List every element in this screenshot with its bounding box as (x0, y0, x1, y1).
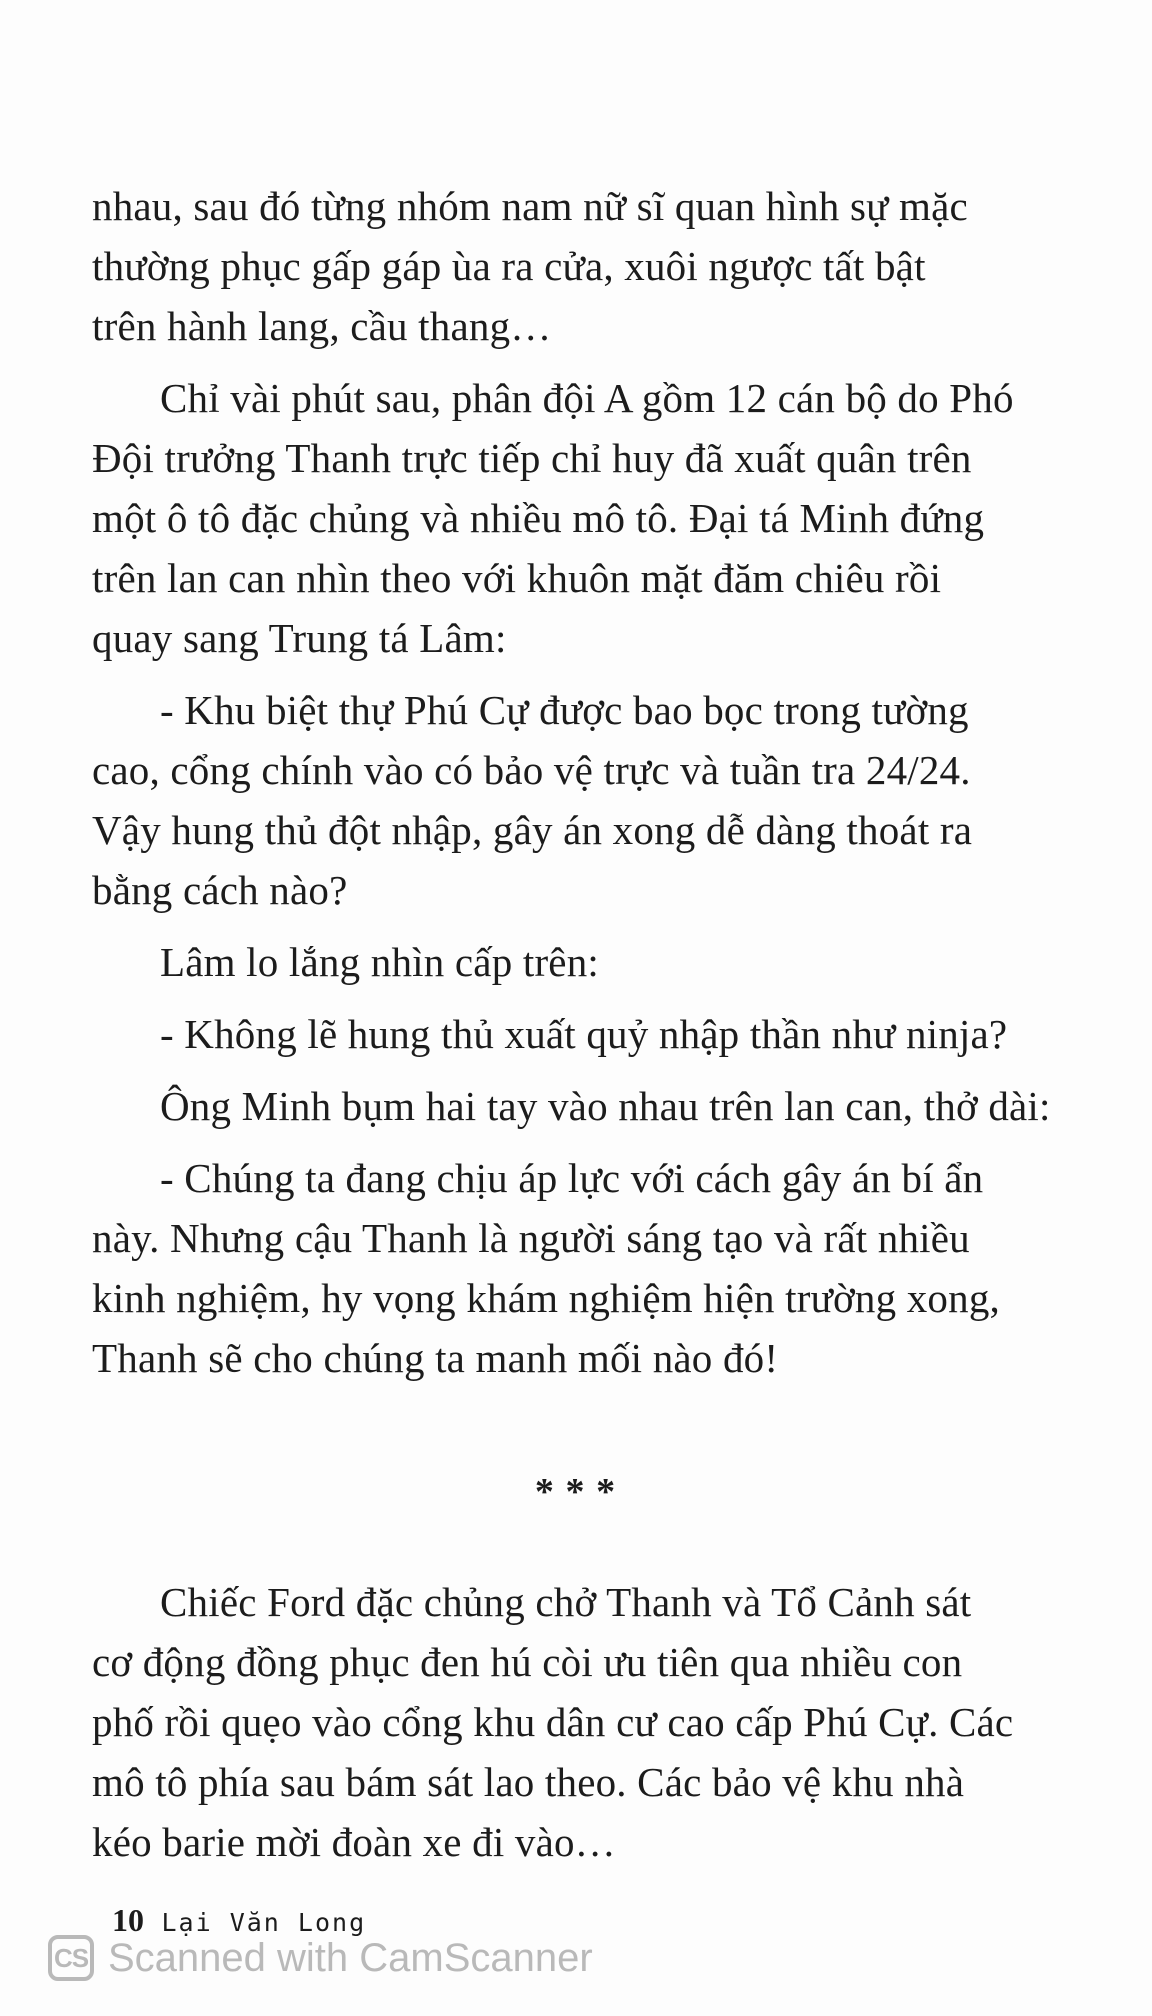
line: một ô tô đặc chủng và nhiều mô tô. Đại tá Minh đứng (92, 495, 985, 541)
line: - Không lẽ hung thủ xuất quỷ nhập thần như ninja? (160, 1011, 1008, 1057)
paragraph-5 (92, 1004, 1058, 1064)
paragraph-8 (92, 1572, 1058, 1872)
line: kéo barie mời đoàn xe đi vào… (92, 1819, 616, 1865)
line: Thanh sẽ cho chúng ta manh mối nào đó! (92, 1335, 779, 1381)
line: Chiếc Ford đặc chủng chở Thanh và Tổ Cảnh sát (160, 1579, 972, 1625)
line: cao, cổng chính vào có bảo vệ trực và tuần tra 24/24. (92, 747, 971, 793)
line: trên hành lang, cầu thang… (92, 303, 552, 349)
scene-separator: * * * (534, 1471, 618, 1513)
line: trên lan can nhìn theo với khuôn mặt đăm chiêu rồi (92, 555, 942, 601)
line: bằng cách nào? (92, 867, 348, 913)
page-number: 10 (112, 1902, 144, 1938)
line: - Khu biệt thự Phú Cự được bao bọc trong tường (160, 687, 969, 733)
line: cơ động đồng phục đen hú còi ưu tiên qua nhiều con (92, 1639, 963, 1685)
line: phố rồi quẹo vào cổng khu dân cư cao cấp Phú Cự. Các (92, 1699, 1014, 1745)
paragraph-7 (92, 1148, 1058, 1388)
line: - Chúng ta đang chịu áp lực với cách gây án bí ẩn (160, 1155, 984, 1201)
line: quay sang Trung tá Lâm: (92, 615, 507, 661)
author-name: Lại Văn Long (161, 1908, 367, 1937)
line: thường phục gấp gáp ùa ra cửa, xuôi ngược tất bật (92, 243, 926, 289)
camscanner-watermark (48, 1930, 593, 1986)
line: Đội trưởng Thanh trực tiếp chỉ huy đã xuất quân trên (92, 435, 972, 481)
line: nhau, sau đó từng nhóm nam nữ sĩ quan hình sự mặc (92, 183, 968, 229)
line: Lâm lo lắng nhìn cấp trên: (160, 939, 599, 985)
line: Chỉ vài phút sau, phân đội A gồm 12 cán bộ do Phó (160, 375, 1014, 421)
line: này. Nhưng cậu Thanh là người sáng tạo và rất nhiều (92, 1215, 970, 1261)
text-block-upper (92, 176, 1058, 1388)
paragraph-2 (92, 368, 1058, 668)
text-block-lower (92, 1572, 1058, 1872)
line: Vậy hung thủ đột nhập, gây án xong dễ dàng thoát ra (92, 807, 973, 853)
paragraph-3 (92, 680, 1058, 920)
line: Ông Minh bụm hai tay vào nhau trên lan can, thở dài: (160, 1083, 1051, 1129)
paragraph-1 (92, 176, 1058, 356)
camscanner-logo-icon: CS (48, 1935, 94, 1981)
paragraph-6 (92, 1076, 1058, 1136)
line: kinh nghiệm, hy vọng khám nghiệm hiện trường xong, (92, 1275, 1000, 1321)
paragraph-4 (92, 932, 1058, 992)
line: mô tô phía sau bám sát lao theo. Các bảo vệ khu nhà (92, 1759, 965, 1805)
watermark-text: Scanned with CamScanner (108, 1935, 593, 1980)
